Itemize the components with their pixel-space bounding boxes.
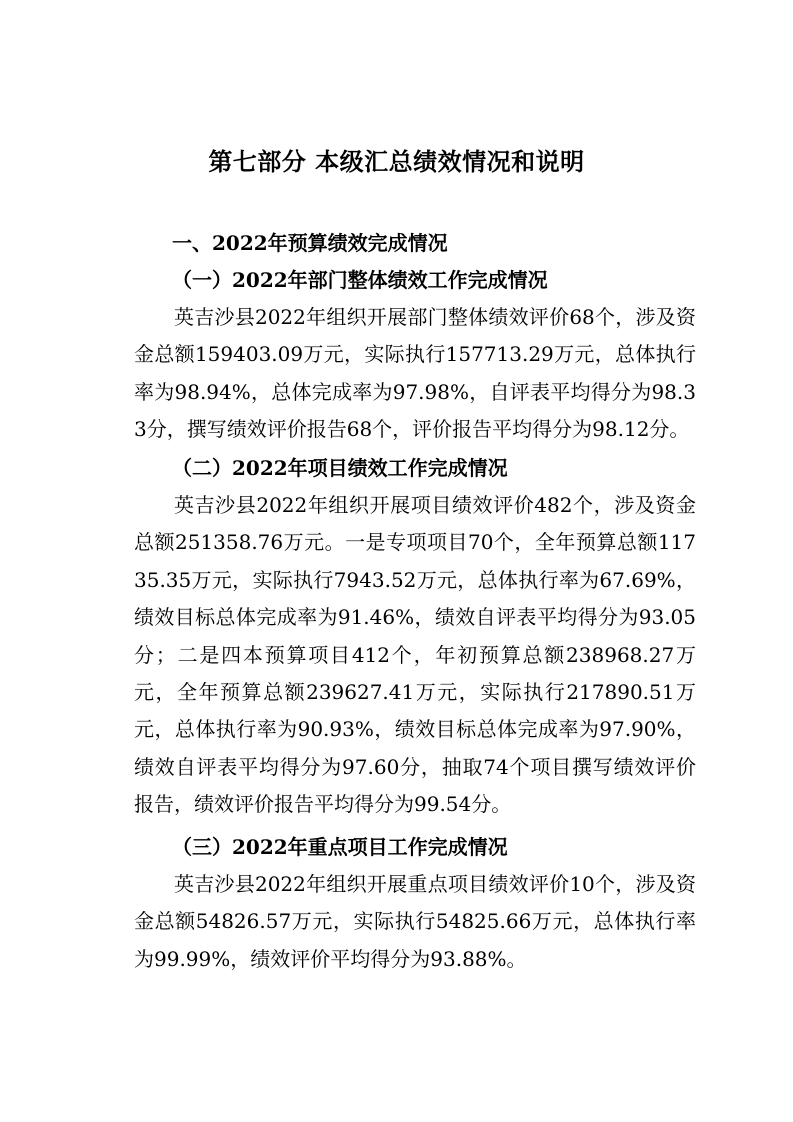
subsection-heading-2: （二）2022年项目绩效工作完成情况 — [172, 456, 508, 480]
section-heading: 一、2022年预算绩效完成情况 — [172, 231, 448, 255]
subsection-heading-3: （三）2022年重点项目工作完成情况 — [172, 835, 508, 859]
subsection-body-1: 英吉沙县2022年组织开展部门整体绩效评价68个，涉及资金总额159403.09万元，实际执行157713.29万元，总体执行率为98.94%，总体完成率为97.98%，自评表平均得分为98.33分，撰写绩效评价报告68个，评价报告平均得分为98.12分。 — [134, 305, 696, 442]
subsection-heading-1: （一）2022年部门整体绩效工作完成情况 — [172, 268, 548, 292]
page-title: 第七部分 本级汇总绩效情况和说明 — [208, 148, 585, 176]
subsection-body-3: 英吉沙县2022年组织开展重点项目绩效评价10个，涉及资金总额54826.57万元，实际执行54825.66万元，总体执行率为99.99%，绩效评价平均得分为93.88%。 — [134, 872, 696, 971]
subsection-body-2: 英吉沙县2022年组织开展项目绩效评价482个，涉及资金总额251358.76万元。一是专项项目70个，全年预算总额11735.35万元，实际执行7943.52万元，总体执行率为67.69%，绩效目标总体完成率为91.46%，绩效自评表平均得分为93.05分；二是四本预算项目412个，年初预算总额238968.27万元，全年预算总额239627.41万元，实际执行217890.51万元，总体执行率为90.93%，绩效目标总体完成率为97.90%，绩效自评表平均得分为97.60分，抽取74个项目撰写绩效评价报告，绩效评价报告平均得分为99.54分。 — [134, 493, 696, 817]
